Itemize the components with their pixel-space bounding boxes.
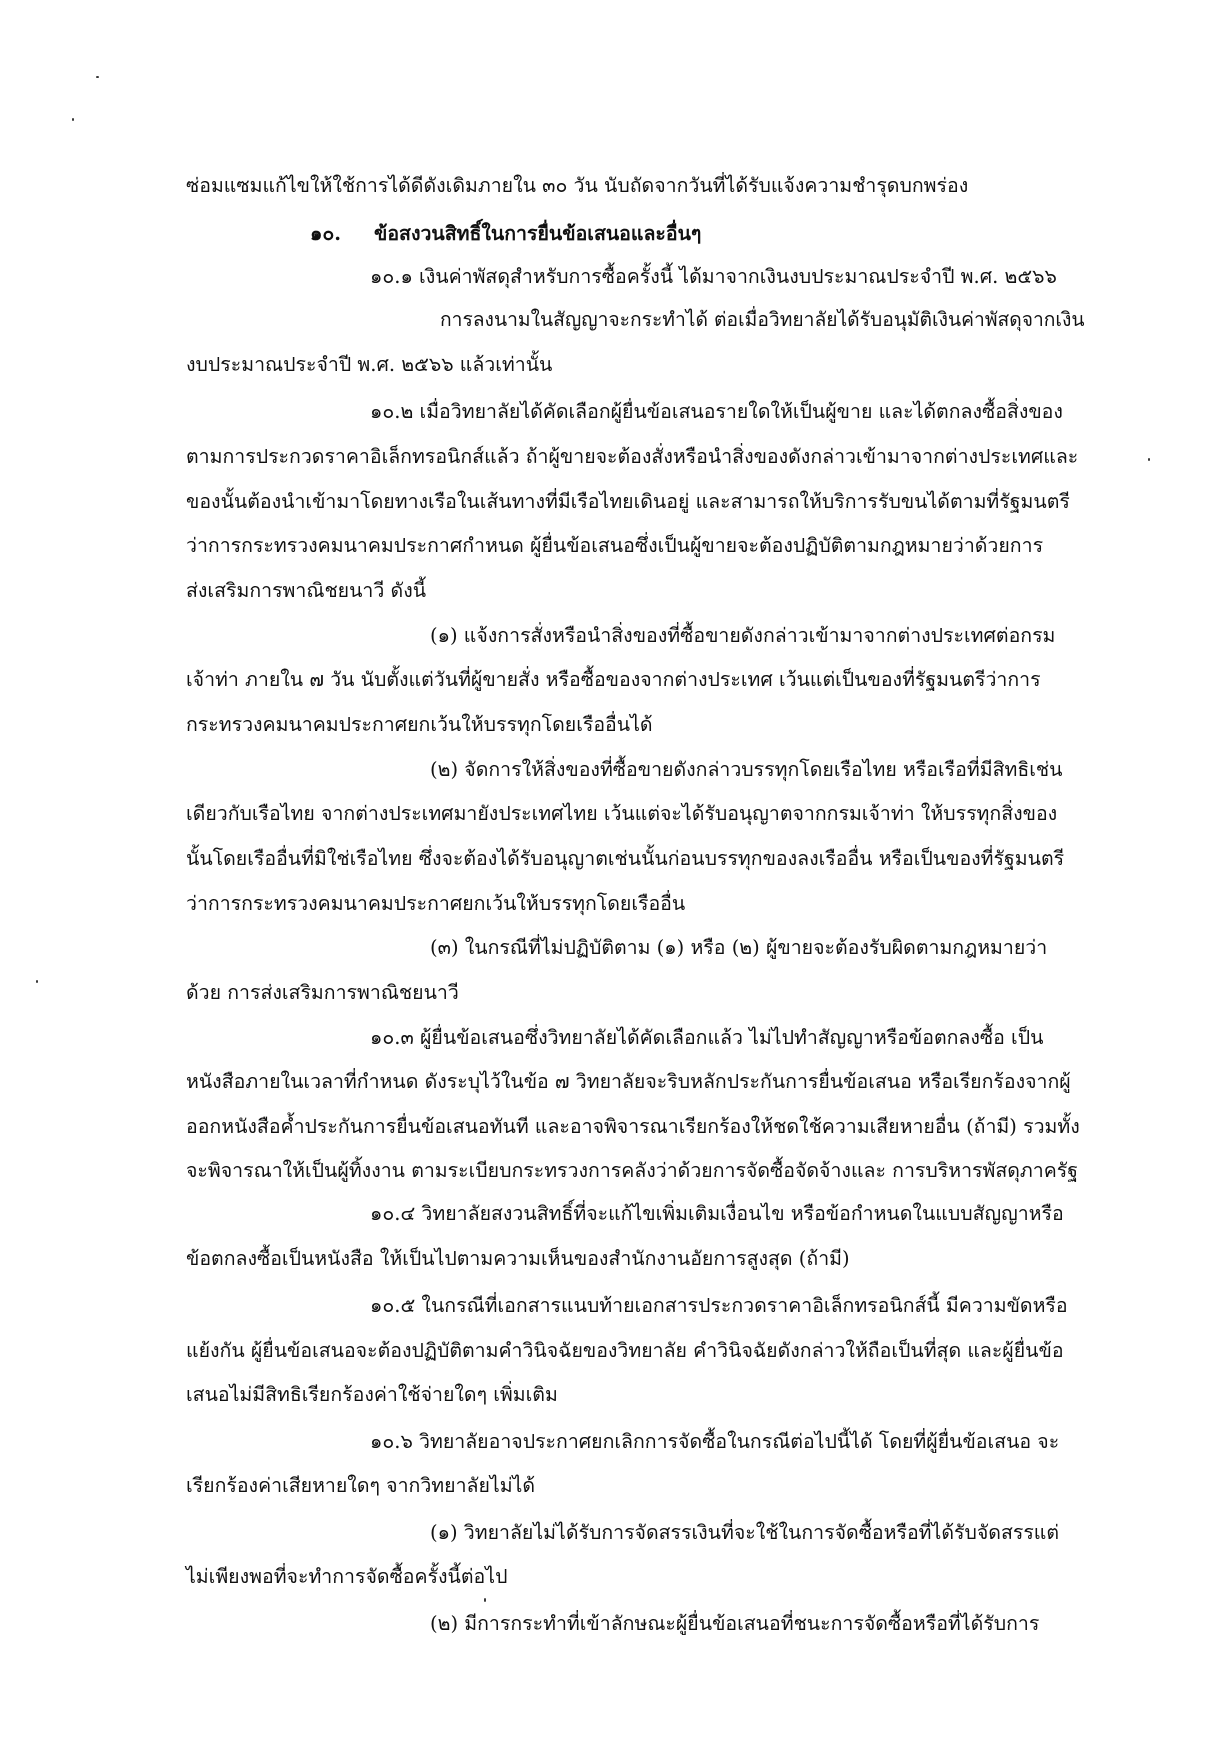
text-line: ๑๐.๑ เงินค่าพัสดุสำหรับการซื้อครั้งนี้ ได้มาจากเงินงบประมาณประจำปี พ.ศ. ๒๕๖๖ (370, 265, 1057, 288)
text-line: ส่งเสริมการพาณิชยนาวี ดังนี้ (186, 579, 427, 602)
text-line: (๓) ในกรณีที่ไม่ปฏิบัติตาม (๑) หรือ (๒) ผู้ขายจะต้องรับผิดตามกฎหมายว่า (430, 936, 1048, 959)
scan-speck (1148, 458, 1150, 461)
scan-speck (36, 980, 38, 983)
text-line: (๒) มีการกระทำที่เข้าลักษณะผู้ยื่นข้อเสนอที่ชนะการจัดซื้อหรือที่ได้รับการ (430, 1612, 1040, 1635)
section-title: ข้อสงวนสิทธิ์ในการยื่นข้อเสนอและอื่นๆ (374, 222, 702, 245)
text-line: (๑) แจ้งการสั่งหรือนำสิ่งของที่ซื้อขายดังกล่าวเข้ามาจากต่างประเทศต่อกรม (430, 624, 1056, 647)
text-line: (๑) วิทยาลัยไม่ได้รับการจัดสรรเงินที่จะใช้ในการจัดซื้อหรือที่ได้รับจัดสรรแต่ (430, 1521, 1060, 1544)
text-line: ๑๐.๓ ผู้ยื่นข้อเสนอซึ่งวิทยาลัยได้คัดเลือกแล้ว ไม่ไปทำสัญญาหรือข้อตกลงซื้อ เป็น (370, 1026, 1044, 1049)
text-line: นั้นโดยเรืออื่นที่มิใช่เรือไทย ซึ่งจะต้องได้รับอนุญาตเช่นนั้นก่อนบรรทุกของลงเรืออื่น หรือเป็นของที่รัฐมนตรี (186, 847, 1065, 870)
text-line: งบประมาณประจำปี พ.ศ. ๒๕๖๖ แล้วเท่านั้น (186, 353, 553, 376)
text-line: ออกหนังสือค้ำประกันการยื่นข้อเสนอทันที และอาจพิจารณาเรียกร้องให้ชดใช้ความเสียหายอื่น (ถ้ามี) รวมทั้ง (186, 1115, 1080, 1138)
text-line: เรียกร้องค่าเสียหายใดๆ จากวิทยาลัยไม่ได้ (186, 1474, 536, 1497)
text-line: ตามการประกวดราคาอิเล็กทรอนิกส์แล้ว ถ้าผู้ขายจะต้องสั่งหรือนำสิ่งของดังกล่าวเข้ามาจากต่างประเทศและ (186, 445, 1079, 468)
text-line: ด้วย การส่งเสริมการพาณิชยนาวี (186, 981, 459, 1004)
text-line: ๑๐.๒ เมื่อวิทยาลัยได้คัดเลือกผู้ยื่นข้อเสนอรายใดให้เป็นผู้ขาย และได้ตกลงซื้อสิ่งของ (370, 400, 1063, 423)
text-line: ๑๐.๔ วิทยาลัยสงวนสิทธิ์ที่จะแก้ไขเพิ่มเติมเงื่อนไข หรือข้อกำหนดในแบบสัญญาหรือ (370, 1202, 1064, 1225)
text-line: ของนั้นต้องนำเข้ามาโดยทางเรือในเส้นทางที่มีเรือไทยเดินอยู่ และสามารถให้บริการรับขนได้ตามที่รัฐมนตรี (186, 490, 1070, 513)
scan-speck (484, 1598, 486, 1602)
text-line: (๒) จัดการให้สิ่งของที่ซื้อขายดังกล่าวบรรทุกโดยเรือไทย หรือเรือที่มีสิทธิเช่น (430, 758, 1063, 781)
text-line: หนังสือภายในเวลาที่กำหนด ดังระบุไว้ในข้อ ๗ วิทยาลัยจะริบหลักประกันการยื่นข้อเสนอ หรือเรียกร้องจากผู้ (186, 1070, 1071, 1093)
text-line: กระทรวงคมนาคมประกาศยกเว้นให้บรรทุกโดยเรืออื่นได้ (186, 713, 653, 736)
scan-speck (72, 118, 74, 121)
text-line: ไม่เพียงพอที่จะทำการจัดซื้อครั้งนี้ต่อไป (186, 1565, 508, 1588)
text-line: การลงนามในสัญญาจะกระทำได้ ต่อเมื่อวิทยาลัยได้รับอนุมัติเงินค่าพัสดุจากเงิน (440, 308, 1085, 331)
text-line: ๑๐.๖ วิทยาลัยอาจประกาศยกเลิกการจัดซื้อในกรณีต่อไปนี้ได้ โดยที่ผู้ยื่นข้อเสนอ จะ (370, 1430, 1060, 1453)
text-line: เดียวกับเรือไทย จากต่างประเทศมายังประเทศไทย เว้นแต่จะได้รับอนุญาตจากกรมเจ้าท่า ให้บรรทุกสิ่งของ (186, 802, 1058, 825)
text-line: แย้งกัน ผู้ยื่นข้อเสนอจะต้องปฏิบัติตามคำวินิจฉัยของวิทยาลัย คำวินิจฉัยดังกล่าวให้ถือเป็นที่สุด และผู้ยื่นข้อ (186, 1339, 1064, 1362)
text-line: ๑๐.๕ ในกรณีที่เอกสารแนบท้ายเอกสารประกวดราคาอิเล็กทรอนิกส์นี้ มีความขัดหรือ (370, 1294, 1068, 1317)
text-line: ข้อตกลงซื้อเป็นหนังสือ ให้เป็นไปตามความเห็นของสำนักงานอัยการสูงสุด (ถ้ามี) (186, 1247, 850, 1270)
text-line: เจ้าท่า ภายใน ๗ วัน นับตั้งแต่วันที่ผู้ขายสั่ง หรือซื้อของจากต่างประเทศ เว้นแต่เป็นของที่รัฐมนตรีว่าการ (186, 668, 1041, 691)
section-number: ๑๐. (310, 222, 342, 245)
text-line: เสนอไม่มีสิทธิเรียกร้องค่าใช้จ่ายใดๆ เพิ่มเติม (186, 1383, 558, 1406)
text-line: จะพิจารณาให้เป็นผู้ทิ้งงาน ตามระเบียบกระทรวงการคลังว่าด้วยการจัดซื้อจัดจ้างและ การบริหารพัสดุภาครัฐ (186, 1159, 1078, 1182)
scan-speck (96, 76, 99, 78)
text-line: ว่าการกระทรวงคมนาคมประกาศยกเว้นให้บรรทุกโดยเรืออื่น (186, 892, 686, 915)
text-line: ว่าการกระทรวงคมนาคมประกาศกำหนด ผู้ยื่นข้อเสนอซึ่งเป็นผู้ขายจะต้องปฏิบัติตามกฎหมายว่าด้วยการ (186, 534, 1044, 557)
text-line: ซ่อมแซมแก้ไขให้ใช้การได้ดีดังเดิมภายใน ๓๐ วัน นับถัดจากวันที่ได้รับแจ้งความชำรุดบกพร่อง (186, 174, 969, 197)
